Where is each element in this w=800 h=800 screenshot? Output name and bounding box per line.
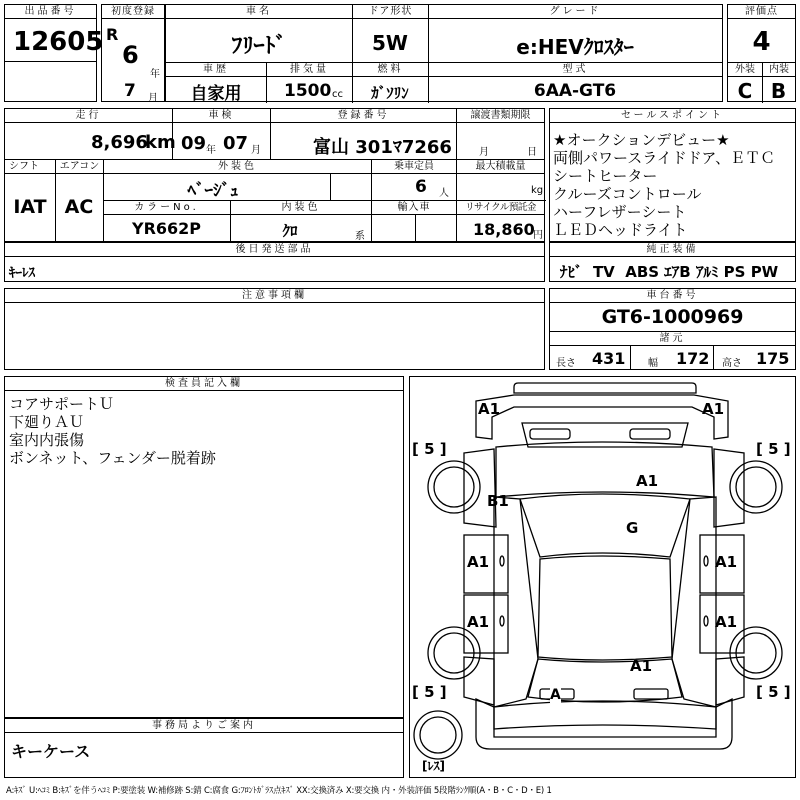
first-reg-month-unit: 月 [148,93,158,104]
mileage-value: 8,696 [91,132,148,153]
inspector-label: 検査員記入欄 [5,377,403,391]
model-name-value: ﾌﾘｰﾄﾞ [231,34,287,59]
notes-label: 注意事項欄 [5,289,544,303]
transfer-month-unit: 月 [479,147,489,158]
door-value: 5W [372,31,408,55]
mark-windshield: G [626,519,639,537]
mark-rear: A1 [630,657,653,675]
displacement-value: 1500 [284,81,332,101]
capacity-label: 乗車定員 [371,160,456,174]
aircon-label: エアコン [55,160,103,174]
mark-fr-door: A1 [715,553,738,571]
office-value: キーケース [11,742,91,761]
first-reg-year-unit: 年 [150,69,160,80]
mark-rear-bumper: A [550,687,561,703]
model-name-label: 車名 [166,5,352,19]
fuel-value: ｶﾞｿﾘﾝ [371,84,409,102]
score-label: 評価点 [728,5,795,19]
specs-length-label: 長さ [556,358,576,369]
door-label: ドア形状 [352,5,428,19]
color-no-value: YR662P [131,219,202,238]
color-no-label: カラーNo. [103,201,230,215]
details-box [4,108,545,242]
transfer-deadline-label: 譲渡書類期限 [456,109,544,123]
tire-score-rl: [ 5 ] [412,683,447,701]
shift-value: IAT [13,196,47,218]
lot-number: 12605 [13,27,104,57]
sales-point-line: ★オークションデビュー★ [553,131,730,149]
sales-point-line: ハーフレザーシート [553,203,687,221]
mark-fl-fender: B1 [487,492,509,510]
later-parts-value: ｷｰﾚｽ [9,266,35,281]
inspection-month: 07 [223,133,249,154]
spare-tire-label: [ﾚｽ] [422,759,445,773]
tire-fl [428,461,480,513]
specs-div2 [713,345,714,369]
interior-color-suffix: 系 [355,231,365,242]
rear-left-fender [464,657,494,705]
registration-divider [270,122,271,159]
fl-handle [500,556,504,566]
tire-score-rr: [ 5 ] [756,683,791,701]
mark-hood: A1 [636,472,659,490]
transfer-day-unit: 日 [527,147,537,158]
later-parts-box [4,242,545,282]
lot-box [4,4,104,102]
ext-color-sub-divider [330,173,331,200]
exterior-color-value: ﾍﾞｰｼﾞｭ [187,181,239,201]
import-divider [371,214,372,241]
history-value: 自家用 [190,84,242,104]
spare-tire [414,711,462,759]
tire-fl-inner [434,467,474,507]
sales-points-list [553,131,775,239]
registration-label: 登録番号 [270,109,456,123]
capacity-unit: 人 [439,188,449,199]
first-reg-label: 初度登録 [102,5,164,19]
sales-points-label: セールスポイント [550,109,795,123]
inspector-note-line: 下廻りＡＵ [9,413,85,431]
specs-width-label: 幅 [648,358,658,369]
equipment-label: 純正装備 [550,243,795,257]
rear-gate [494,701,716,729]
sales-points-box [549,108,796,242]
later-parts-label: 後日発送部品 [5,243,544,257]
mark-fr-corner: A1 [702,400,725,418]
front-right-fender [714,449,744,527]
score-value: 4 [752,27,771,57]
score-ext-value: C [737,79,753,103]
recycle-unit: 円 [533,230,543,241]
lot-divider [5,61,96,62]
chassis-box [549,288,796,370]
shift-label: シフト [5,160,55,174]
car-diagram [410,377,795,777]
first-reg-era: R [106,25,119,44]
chassis-value: GT6-1000969 [601,306,744,328]
import-sub-divider [415,214,416,241]
inspection-year: 09 [181,133,207,154]
lot-label: 出品番号 [5,5,96,19]
sales-point-line: シートヒーター [553,167,658,185]
windshield [520,494,690,557]
mark-fl-corner: A1 [478,400,501,418]
recycle-divider [456,214,457,241]
tire-score-fr: [ 5 ] [756,440,791,458]
mark-rl-door: A1 [467,613,490,631]
inspection-label: 車検 [172,109,270,123]
grade-value: e:HEVｸﾛｽﾀｰ [516,35,634,59]
specs-height-value: 175 [756,349,790,368]
mileage-unit: km [145,132,176,153]
history-label: 車歴 [166,63,266,77]
inspector-box [4,376,404,718]
equipment-box [549,242,796,282]
specs-label: 諸元 [550,332,795,346]
specs-div1 [630,345,631,369]
grade-label: グレード [428,5,722,19]
type-code-value: 6AA-GT6 [533,81,617,101]
registration-value: 富山 301ﾏ7266 [313,137,452,158]
score-box [727,4,796,102]
equipment-value: ﾅﾋﾞ TV ABS ｴｱB ｱﾙﾐ PS PW [560,263,779,281]
office-label: 事務局よりご案内 [5,719,403,733]
front-bumper-outline [514,383,696,393]
recycle-label: リサイクル預託金 [456,201,544,215]
first-reg-box [101,4,165,102]
displacement-unit: cc [332,89,343,100]
aircon-value: AC [64,196,94,218]
tire-fr-inner [736,467,776,507]
mark-fl-door: A1 [467,553,490,571]
transfer-divider [456,122,457,159]
sales-point-line: クルーズコントロール [553,185,702,203]
sales-point-line: ＬＥＤヘッドライト [553,221,688,239]
inspection-year-unit: 年 [206,145,216,156]
recycle-value: 18,860 [473,220,535,239]
displacement-divider [266,76,267,103]
fr-handle [704,556,708,566]
mileage-label: 走行 [5,109,172,123]
capacity-value: 6 [415,177,427,197]
headlight-right [630,429,670,439]
notes-box [4,288,545,370]
max-load-unit: kg [531,185,544,196]
left-body-side [494,497,538,707]
sales-point-line: 両側パワースライドドア、ＥＴＣ [553,149,776,167]
mark-rr-door: A1 [715,613,738,631]
hood-outline [496,442,714,497]
tire-fr [730,461,782,513]
max-load-label: 最大積載量 [456,160,544,174]
legend: A:ｷｽﾞ U:ﾍｺﾐ B:ｷｽﾞを伴うﾍｺﾐ P:要塗装 W:補修跡 S:錆 C:腐食 G:ﾌﾛﾝﾄｶﾞﾗｽ点ｷｽﾞ XX:交換済み X:要交換 内・外装評価 5段階ﾗﾝｸ順(A・B・C・D・E) 1 [6,786,552,796]
inspector-notes [9,395,216,467]
inspector-note-line: 室内内張傷 [9,431,85,449]
specs-width-value: 172 [676,349,710,368]
displacement-label: 排気量 [266,63,352,77]
right-body-side [672,497,716,707]
front-bumper-shape [476,395,728,439]
interior-color-value: ｸﾛ [282,222,298,240]
car-diagram-box [409,376,796,778]
first-reg-month: 7 [124,81,136,101]
name-grade-box [165,4,723,102]
rear-bumper [476,699,732,749]
specs-height-label: 高さ [722,358,742,369]
office-box [4,718,404,778]
specs-length-value: 431 [592,349,626,368]
interior-color-label: 内装色 [230,201,371,215]
spare-tire-inner [420,717,456,753]
import-label: 輸入車 [371,201,456,215]
chassis-label: 車台番号 [550,289,795,303]
rear-light-right [634,689,668,699]
rl-handle [500,616,504,626]
first-reg-year: 6 [122,41,139,69]
inspection-month-unit: 月 [251,145,261,156]
score-int-label: 内装 [762,63,795,77]
headlight-left [530,429,570,439]
score-ext-label: 外装 [728,63,762,77]
fuel-label: 燃料 [352,63,428,77]
inspector-note-line: コアサポートＵ [9,395,115,413]
roof [538,556,672,660]
type-code-label: 型式 [428,63,722,77]
score-int-value: B [770,79,787,103]
inspection-divider [172,122,173,159]
inspector-note-line: ボンネット、フェンダー脱着跡 [9,449,216,467]
exterior-color-label: 外装色 [103,160,371,174]
rr-handle [704,616,708,626]
tire-score-fl: [ 5 ] [412,440,447,458]
